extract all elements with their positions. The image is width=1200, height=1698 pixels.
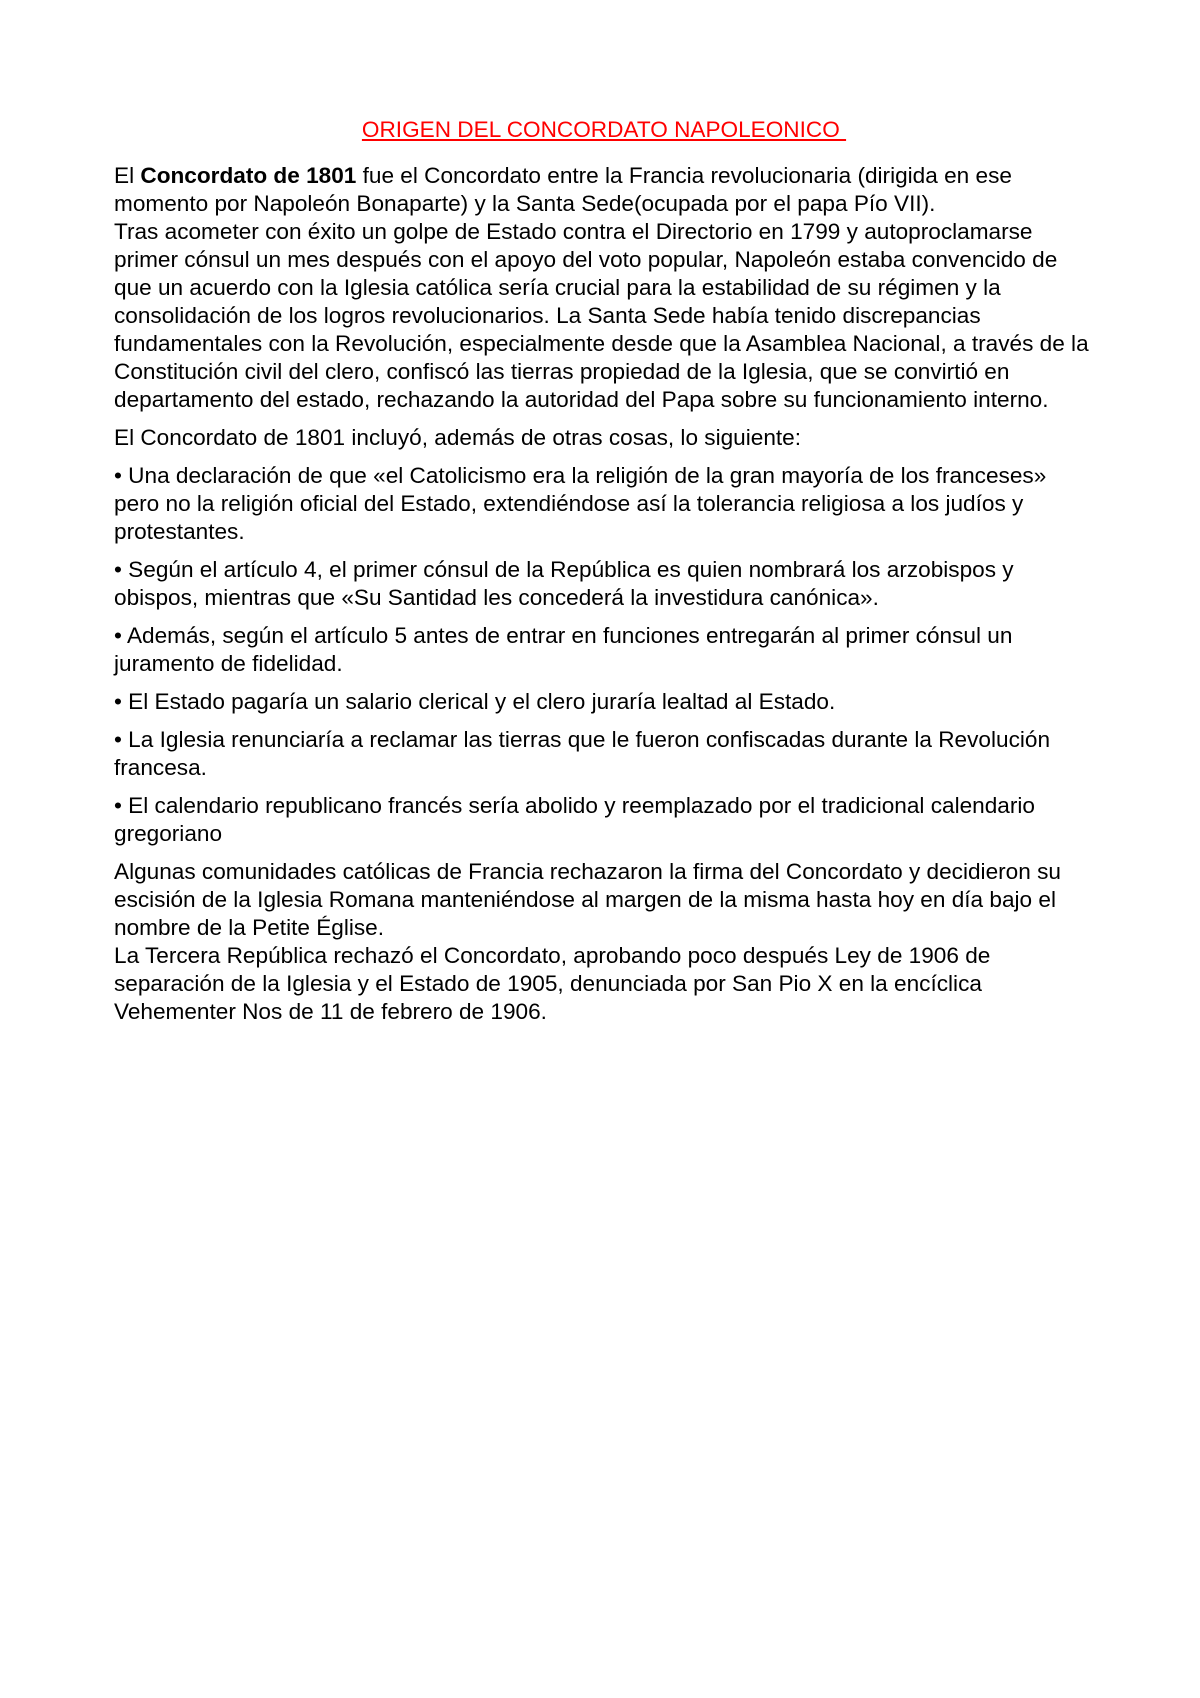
paragraph-background: Tras acometer con éxito un golpe de Estado contra el Directorio en 1799 y autoproclamarse primer cónsul un mes después con el apoyo del voto popular, Napoleón estaba convencido de que un acuerdo con la Iglesia católica sería crucial para la estabilidad de su régimen y la consolidación de los logros revolucionarios. La Santa Sede había tenido discrepancias fundamentales con la Revolución, especialmente desde que la Asamblea Nacional, a través de la Constitución civil del clero, confiscó las tierras propiedad de la Iglesia, que se convirtió en departamento del estado, rechazando la autoridad del Papa sobre su funcionamiento interno. <box>114 219 1089 412</box>
bullet-item: • Además, según el artículo 5 antes de entrar en funciones entregarán al primer cónsul un juramento de fidelidad. <box>114 623 1013 676</box>
paragraph-petite-eglise: Algunas comunidades católicas de Francia rechazaron la firma del Concordato y decidieron su escisión de la Iglesia Romana manteniéndose al margen de la misma hasta hoy en día bajo el nombre de la Petite Église. <box>114 859 1061 940</box>
intro-rest: fue el Concordato entre la Francia revolucionaria (dirigida en ese momento por Napoleón Bonaparte) y la Santa Sede(ocupada por el papa Pío VII). <box>114 163 1012 216</box>
bullet-item: • Una declaración de que «el Catolicismo era la religión de la gran mayoría de los franceses» pero no la religión oficial del Estado, extendiéndose así la tolerancia religiosa a los judíos y protestantes. <box>114 463 1047 544</box>
intro-lead: El <box>114 163 141 188</box>
bullet-item: • Según el artículo 4, el primer cónsul de la República es quien nombrará los arzobispos y obispos, mientras que «Su Santidad les concederá la investidura canónica». <box>114 557 1014 610</box>
document-title: ORIGEN DEL CONCORDATO NAPOLEONICO <box>361 117 847 142</box>
bullet-item: • La Iglesia renunciaría a reclamar las tierras que le fueron confiscadas durante la Revolución francesa. <box>114 727 1051 780</box>
bullet-item: • El Estado pagaría un salario clerical y el clero juraría lealtad al Estado. <box>114 689 836 714</box>
paragraph-third-republic: La Tercera República rechazó el Concordato, aprobando poco después Ley de 1906 de separación de la Iglesia y el Estado de 1905, denunciada por San Pio X en la encíclica Vehementer Nos de 11 de febrero de 1906. <box>114 943 991 1024</box>
intro-paragraph <box>114 162 1094 218</box>
paragraph-includes: El Concordato de 1801 incluyó, además de otras cosas, lo siguiente: <box>114 425 802 450</box>
intro-bold-term: Concordato de 1801 <box>140 163 357 188</box>
bullet-item: • El calendario republicano francés sería abolido y reemplazado por el tradicional calendario gregoriano <box>114 793 1035 846</box>
document-page <box>114 116 1094 1026</box>
bullet-list <box>114 462 1094 848</box>
